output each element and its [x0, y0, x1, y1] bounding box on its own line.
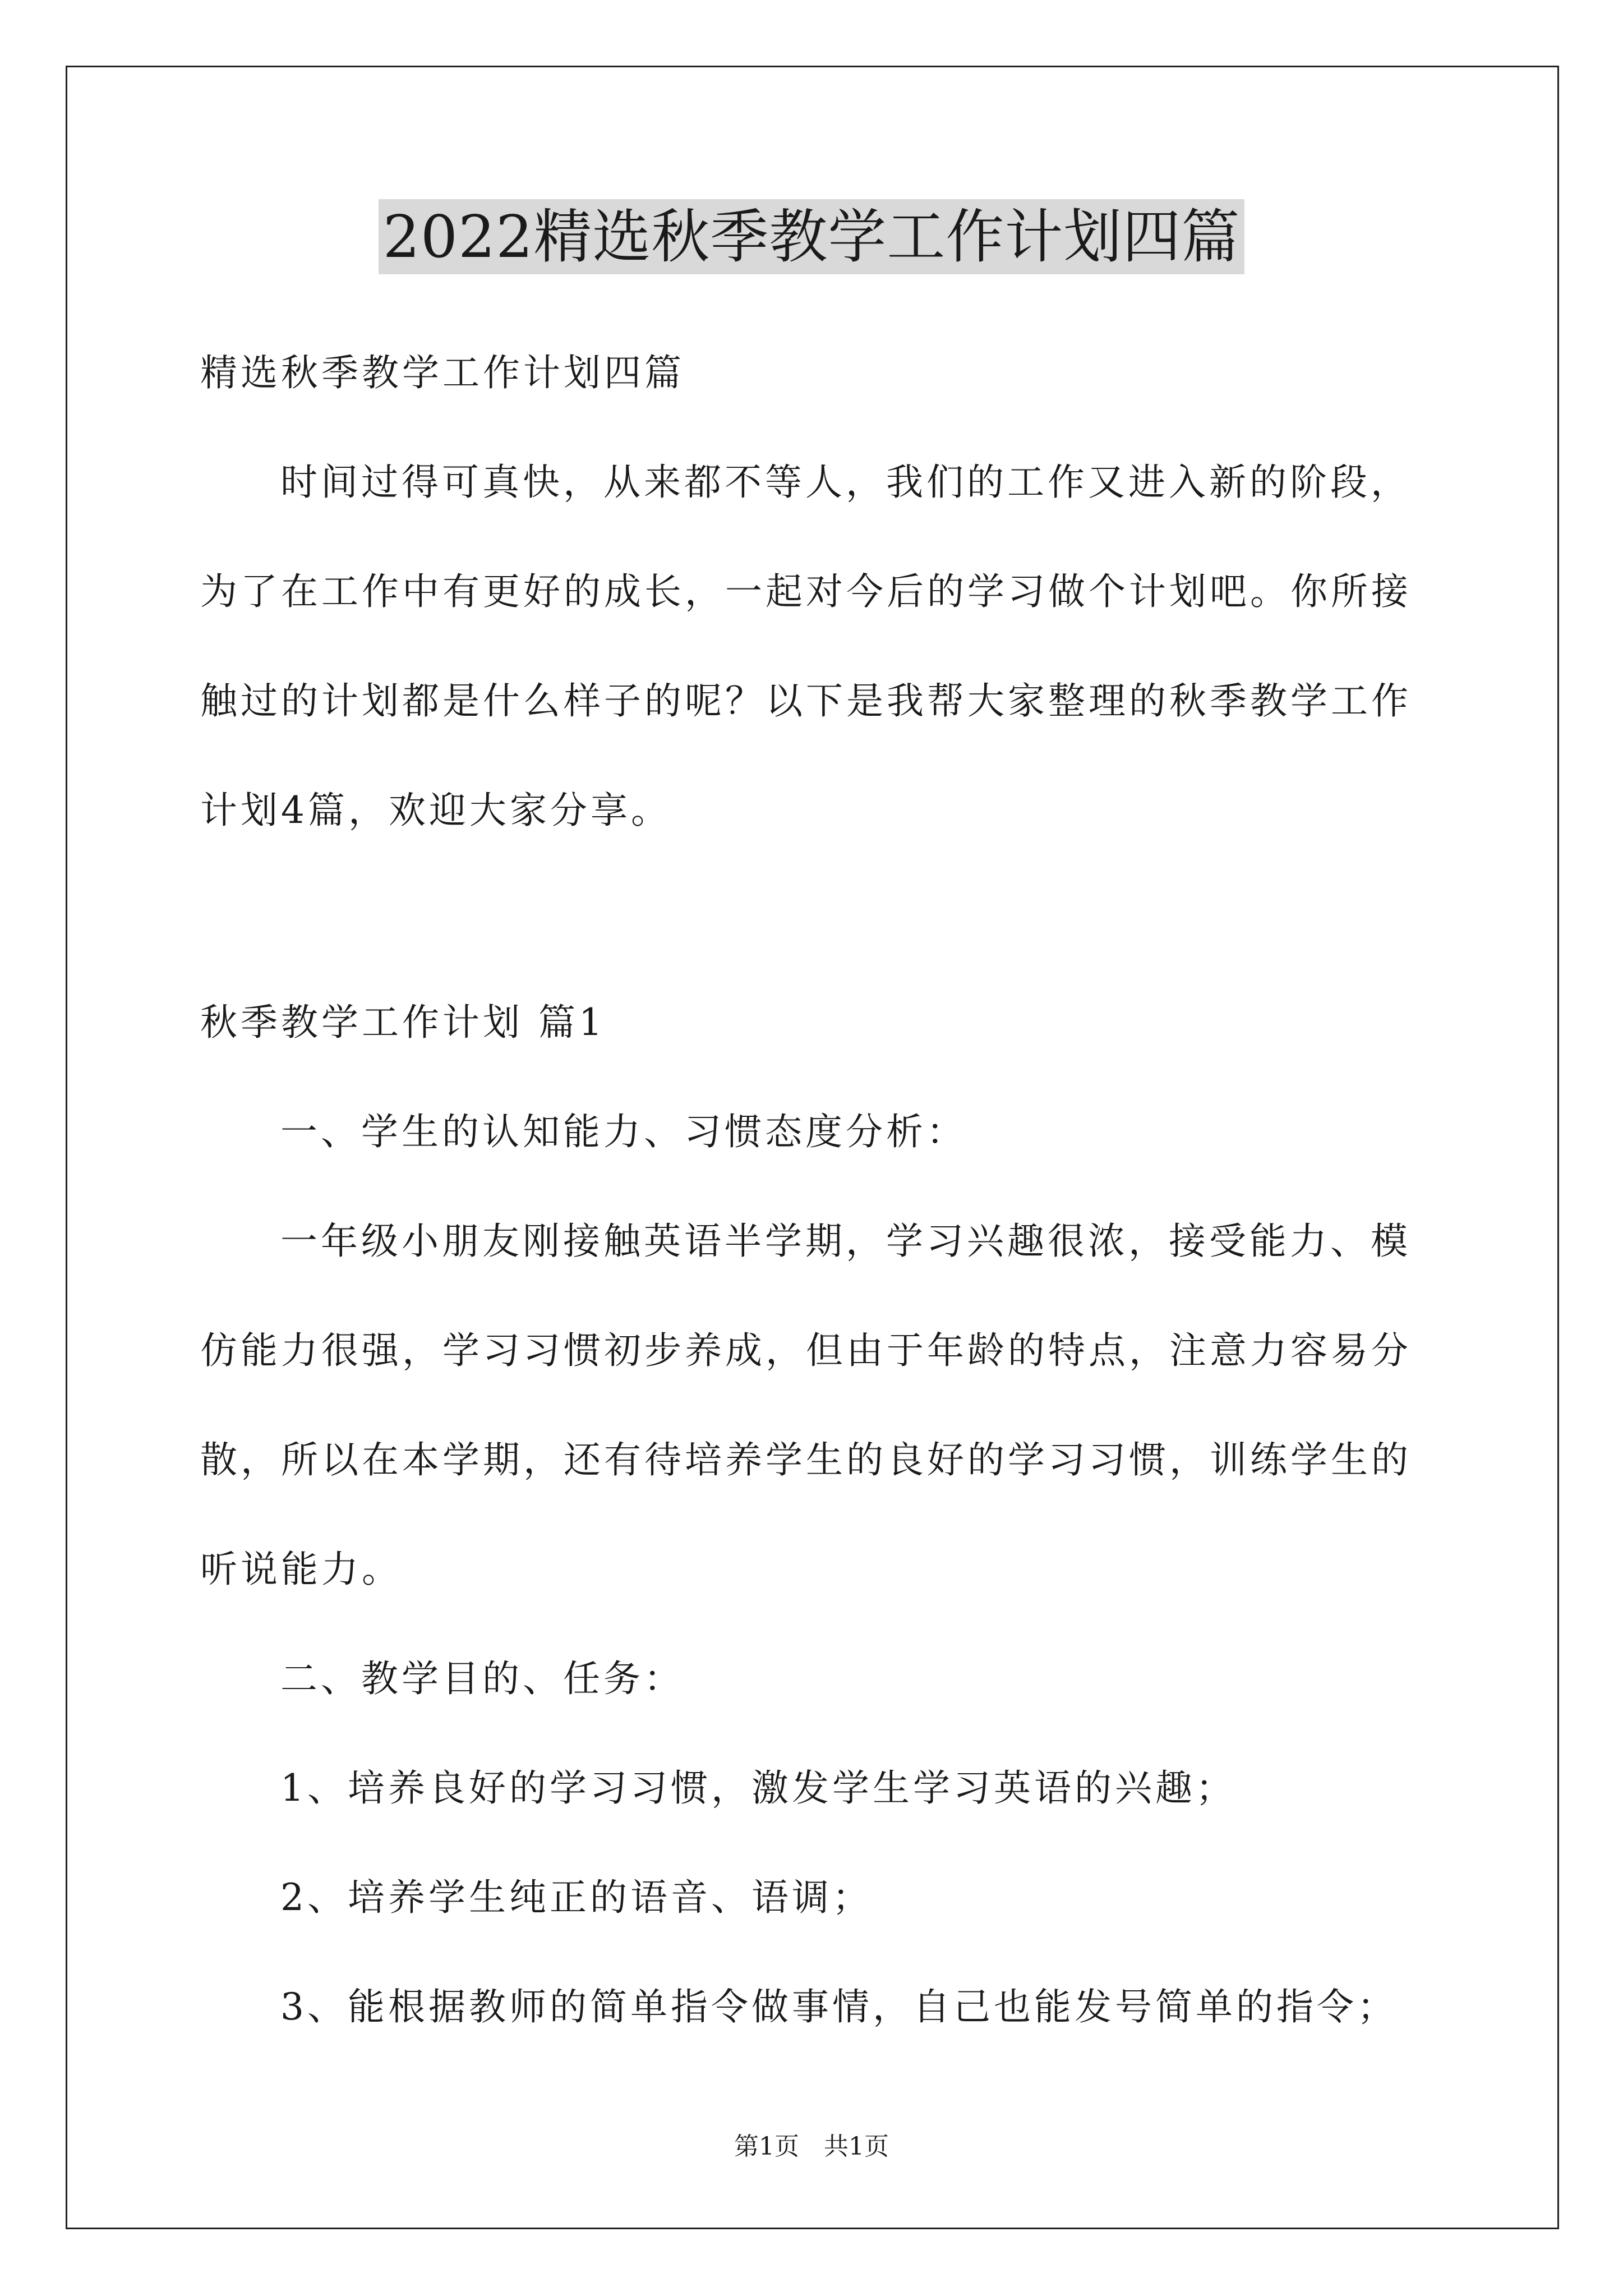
part1-heading: 一、学生的认知能力、习惯态度分析：	[280, 1110, 967, 1153]
intro-line: 触过的计划都是什么样子的呢？以下是我帮大家整理的秋季教学工作	[200, 679, 1412, 723]
paragraph-line: 仿能力很强，学习习惯初步养成，但由于年龄的特点，注意力容易分	[200, 1329, 1412, 1372]
document-title: 2022精选秋季教学工作计划四篇	[379, 199, 1245, 274]
title-container	[0, 199, 1623, 274]
intro-line: 为了在工作中有更好的成长，一起对今后的学习做个计划吧。你所接	[200, 570, 1412, 613]
task-item: 1、培养良好的学习习惯，激发学生学习英语的兴趣；	[280, 1766, 1236, 1810]
task-item: 2、培养学生纯正的语音、语调；	[280, 1876, 873, 1919]
task-item: 3、能根据教师的简单指令做事情，自己也能发号简单的指令；	[280, 1985, 1398, 2028]
paragraph-line: 听说能力。	[200, 1548, 402, 1591]
intro-line: 计划4篇，欢迎大家分享。	[200, 789, 671, 832]
section-heading: 秋季教学工作计划 篇1	[200, 1001, 606, 1044]
page-footer: 第1页 共1页	[734, 2132, 889, 2161]
paragraph-line: 一年级小朋友刚接触英语半学期，学习兴趣很浓，接受能力、模	[280, 1220, 1411, 1263]
document-subtitle: 精选秋季教学工作计划四篇	[200, 351, 685, 394]
part2-heading: 二、教学目的、任务：	[280, 1657, 684, 1700]
paragraph-line: 散，所以在本学期，还有待培养学生的良好的学习习惯，训练学生的	[200, 1438, 1412, 1481]
intro-line: 时间过得可真快，从来都不等人，我们的工作又进入新的阶段，	[280, 461, 1411, 504]
